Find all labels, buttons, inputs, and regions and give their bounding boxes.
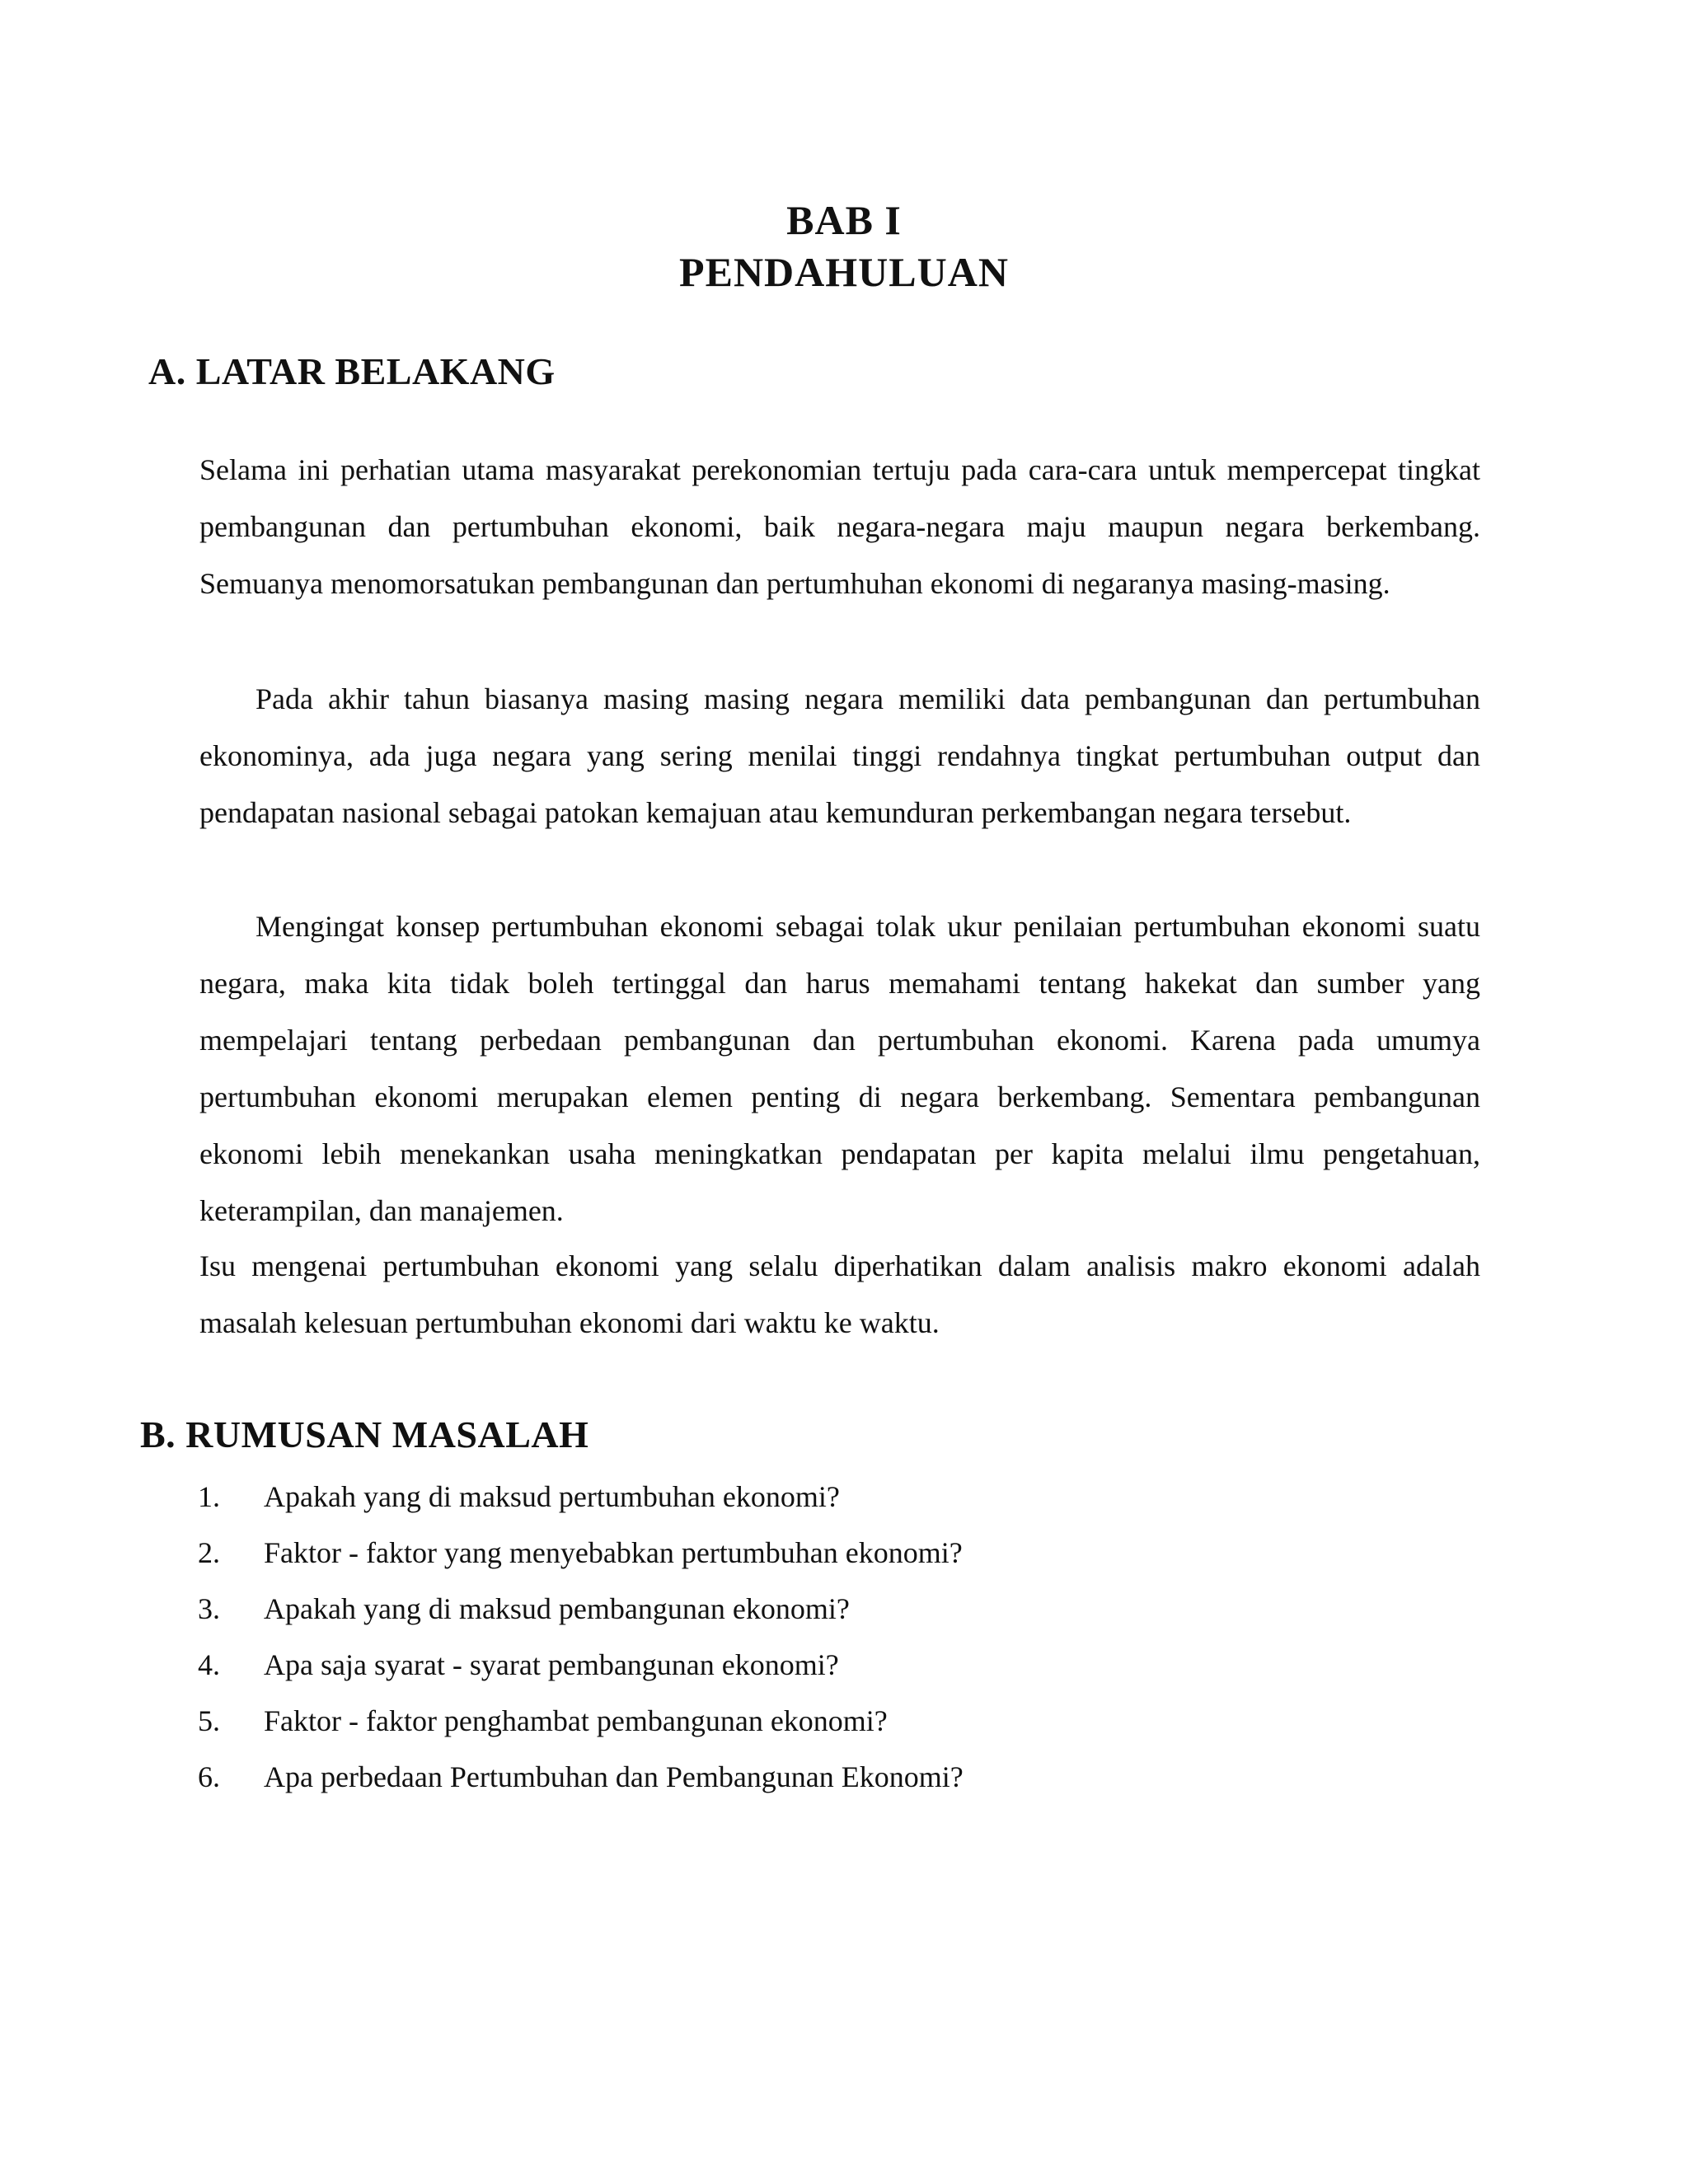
section-b-heading: B. RUMUSAN MASALAH — [140, 1413, 589, 1455]
list-item-number: 5. — [198, 1704, 220, 1737]
list-item-text: Faktor - faktor penghambat pembangunan ekonomi? — [264, 1704, 888, 1737]
list-item-text: Apa perbedaan Pertumbuhan dan Pembangunan Ekonomi? — [264, 1760, 964, 1793]
list-item-number: 3. — [198, 1592, 220, 1625]
background-paragraph-1: Selama ini perhatian utama masyarakat perekonomian tertuju pada cara-cara untuk mempercepat tingkat pembangunan dan pertumbuhan ekonomi, baik negara-negara maju maupun negara berkembang. Semuanya menomorsatukan pembangunan dan pertumhuhan ekonomi di negaranya masing-masing. — [199, 453, 1480, 600]
list-item — [198, 1525, 964, 1581]
background-paragraph-2: Pada akhir tahun biasanya masing masing negara memiliki data pembangunan dan pertumbuhan ekonominya, ada juga negara yang sering menilai tinggi rendahnya tingkat pertumbuhan output dan pendapatan nasional sebagai patokan kemajuan atau kemunduran perkembangan negara tersebut. — [199, 682, 1480, 829]
list-item-number: 6. — [198, 1760, 220, 1793]
list-item — [198, 1749, 964, 1805]
list-item — [198, 1469, 964, 1525]
list-item-text: Apakah yang di maksud pembangunan ekonomi? — [264, 1592, 850, 1625]
background-paragraph-4: Isu mengenai pertumbuhan ekonomi yang selalu diperhatikan dalam analisis makro ekonomi adalah masalah kelesuan pertumbuhan ekonomi dari waktu ke waktu. — [199, 1249, 1480, 1339]
list-item — [198, 1693, 964, 1749]
list-item-text: Faktor - faktor yang menyebabkan pertumbuhan ekonomi? — [264, 1536, 963, 1569]
list-item — [198, 1581, 964, 1637]
list-item — [198, 1637, 964, 1693]
background-paragraph-3: Mengingat konsep pertumbuhan ekonomi sebagai tolak ukur penilaian pertumbuhan ekonomi suatu negara, maka kita tidak boleh tertinggal dan harus memahami tentang hakekat dan sumber yang mempelajari tentang perbedaan pembangunan dan pertumbuhan ekonomi. Karena pada umumya pertumbuhan ekonomi merupakan elemen penting di negara berkembang. Sementara pembangunan ekonomi lebih menekankan usaha meningkatkan pendapatan per kapita melalui ilmu pengetahuan, keterampilan, dan manajemen. — [199, 910, 1480, 1227]
list-item-number: 4. — [198, 1648, 220, 1681]
chapter-number: BAB I — [786, 197, 902, 243]
list-item-number: 2. — [198, 1536, 220, 1569]
chapter-title: PENDAHULUAN — [679, 249, 1009, 295]
list-item-text: Apa saja syarat - syarat pembangunan ekonomi? — [264, 1648, 839, 1681]
list-item-number: 1. — [198, 1480, 220, 1513]
problem-list — [198, 1469, 964, 1805]
list-item-text: Apakah yang di maksud pertumbuhan ekonomi? — [264, 1480, 840, 1513]
section-a-heading: A. LATAR BELAKANG — [148, 350, 556, 392]
